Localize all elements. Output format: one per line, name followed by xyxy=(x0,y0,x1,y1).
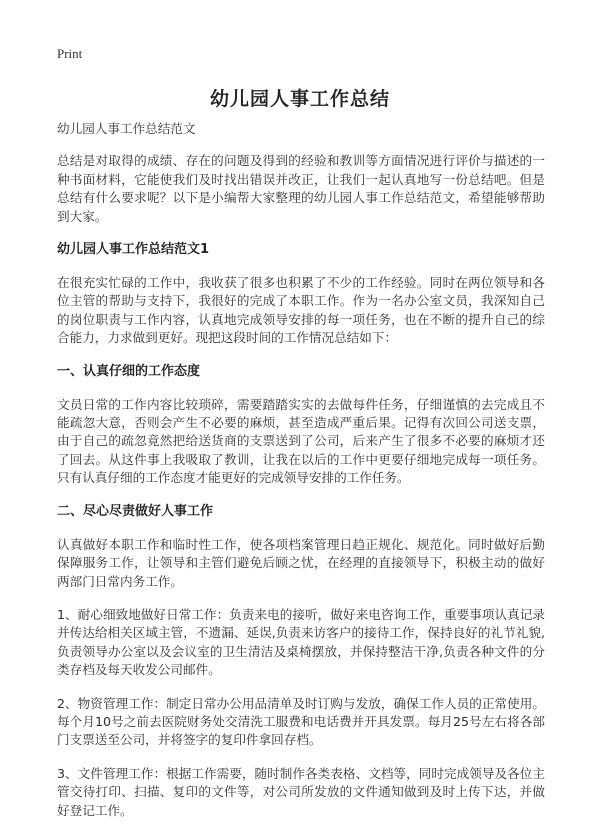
part-heading-attitude: 一、认真仔细的工作态度 xyxy=(57,363,201,379)
intro-paragraph: 总结是对取得的成绩、存在的问题及得到的经验和教训等方面情况进行评价与描述的一种书面材料，它能使我们及时找出错误并改正，让我们一起认真地写一份总结吧。但是总结有什么要求呢？以下是小编帮大家整理的幼儿园人事工作总结范文，希望能够帮助到大家。 xyxy=(57,153,545,224)
print-label: Print xyxy=(57,46,83,61)
part-heading-personnel: 二、尽心尽责做好人事工作 xyxy=(57,503,214,519)
document-title: 幼儿园人事工作总结 xyxy=(209,88,390,110)
section-paragraph: 在很充实忙碌的工作中，我收获了很多也积累了不少的工作经验。同时在两位领导和各位主管的帮助与支持下，我很好的完成了本职工作。作为一名办公室文员，我深知自己的岗位职责与工作内容，认真地完成领导安排的每一项任务，也在不断的提升自己的综合能力，力求做到更好。现把这段时间的工作情况总结如下： xyxy=(57,275,545,346)
list-item-documents: 3、文件管理工作：根据工作需要，随时制作各类表格、文档等，同时完成领导及各位主管交待打印、扫描、复印的文件等，对公司所发放的文件通知做到及时上传下达，并做好登记工作。 xyxy=(57,765,545,818)
list-item-daily-work: 1、耐心细致地做好日常工作：负责来电的接听，做好来电咨询工作，重要事项认真记录并传达给相关区域主管，不遗漏、延误,负责来访客户的接待工作，保持良好的礼节礼貌,负责领导办公室以及会议室的卫生清洁及桌椅摆放，并保持整洁干净,负责各种文件的分类存档及每天收发公司邮件。 xyxy=(57,606,545,678)
list-item-supplies: 2、物资管理工作：制定日常办公用品清单及时订购与发放，确保工作人员的正常使用。每个月10号之前去医院财务处交清洗工服费和电话费并开具发票。每月25号左右将各部门支票送至公司，并将签字的复印件拿回存档。 xyxy=(57,695,545,748)
personnel-paragraph: 认真做好本职工作和临时性工作，使各项档案管理日趋正规化、规范化。同时做好后勤保障服务工作，让领导和主管们避免后顾之忧，在经理的直接领导下，积极主动的做好两部门日常内务工作。 xyxy=(57,536,545,589)
attitude-paragraph: 文员日常的工作内容比较琐碎，需要踏踏实实的去做每件任务，仔细谨慎的去完成且不能疏忽大意，否则会产生不必要的麻烦，甚至造成严重后果。记得有次回公司送支票，由于自己的疏忽竟然把给送货商的支票送到了公司，后来产生了很多不必要的麻烦才还了回去。从这件事上我吸取了教训，让我在以后的工作中更要仔细地完成每一项任务。只有认真仔细的工作态度才能更好的完成领导安排的工作任务。 xyxy=(57,396,545,486)
document-subtitle: 幼儿园人事工作总结范文 xyxy=(57,121,196,136)
section-heading: 幼儿园人事工作总结范文1 xyxy=(57,242,210,258)
document-body xyxy=(57,120,545,820)
